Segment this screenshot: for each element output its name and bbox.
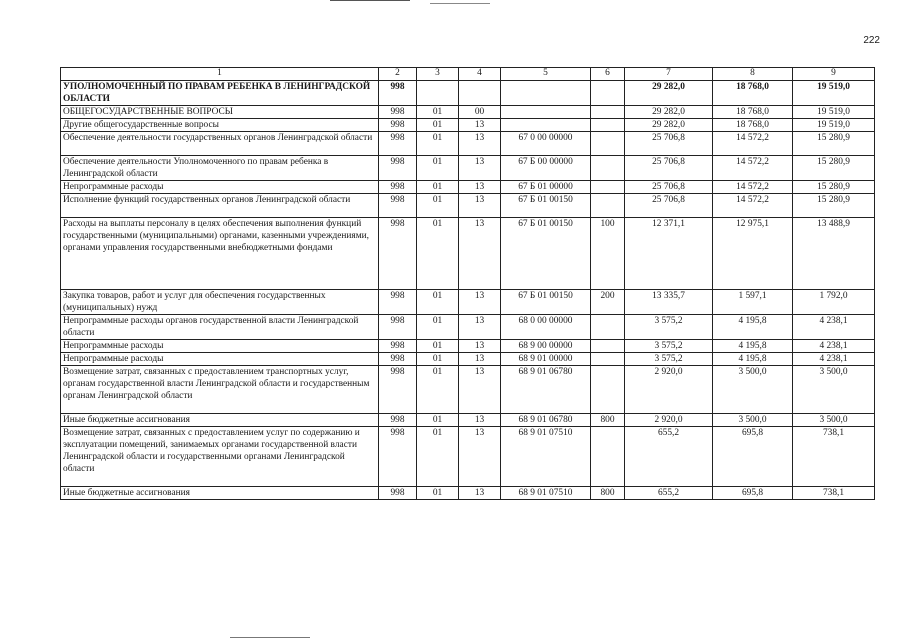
- grbs-code: 998: [379, 340, 417, 353]
- table-row: [61, 315, 875, 340]
- section-code: 01: [417, 353, 459, 366]
- budget-table: [60, 67, 875, 500]
- amount-year1: 12 371,1: [625, 218, 713, 290]
- column-header: 8: [713, 68, 793, 81]
- table-row: [61, 81, 875, 106]
- expense-type-code: 100: [591, 218, 625, 290]
- section-code: [417, 81, 459, 106]
- amount-year2: 1 597,1: [713, 290, 793, 315]
- table-row: [61, 156, 875, 181]
- section-code: 01: [417, 132, 459, 156]
- column-header: 4: [459, 68, 501, 81]
- amount-year1: 3 575,2: [625, 353, 713, 366]
- subsection-code: 00: [459, 106, 501, 119]
- amount-year2: 695,8: [713, 427, 793, 487]
- amount-year1: 29 282,0: [625, 81, 713, 106]
- table-row: [61, 119, 875, 132]
- expense-type-code: 200: [591, 290, 625, 315]
- column-header: 7: [625, 68, 713, 81]
- amount-year2: 695,8: [713, 487, 793, 500]
- amount-year1: 25 706,8: [625, 181, 713, 194]
- amount-year3: 15 280,9: [793, 132, 875, 156]
- section-code: 01: [417, 106, 459, 119]
- amount-year3: 19 519,0: [793, 81, 875, 106]
- target-article-code: [501, 119, 591, 132]
- expense-type-code: 800: [591, 487, 625, 500]
- subsection-code: 13: [459, 353, 501, 366]
- section-code: 01: [417, 487, 459, 500]
- amount-year2: 3 500,0: [713, 366, 793, 414]
- expense-type-code: [591, 194, 625, 218]
- amount-year2: 14 572,2: [713, 156, 793, 181]
- row-name: Непрограммные расходы: [61, 340, 379, 353]
- section-code: 01: [417, 194, 459, 218]
- table-row: [61, 218, 875, 290]
- row-name: Обеспечение деятельности государственных органов Ленинградской области: [61, 132, 379, 156]
- grbs-code: 998: [379, 194, 417, 218]
- column-header: 1: [61, 68, 379, 81]
- target-article-code: [501, 81, 591, 106]
- grbs-code: 998: [379, 81, 417, 106]
- grbs-code: 998: [379, 181, 417, 194]
- section-code: 01: [417, 181, 459, 194]
- subsection-code: 13: [459, 218, 501, 290]
- table-row: [61, 353, 875, 366]
- table-row: [61, 290, 875, 315]
- row-name: Возмещение затрат, связанных с предоставлением услуг по содержанию и эксплуатации помещений, занимаемых органами государственной власти Ленинградской области и государственными органами Ленинградской области: [61, 427, 379, 487]
- table-row: [61, 340, 875, 353]
- table-row: [61, 487, 875, 500]
- amount-year3: 15 280,9: [793, 156, 875, 181]
- amount-year1: 13 335,7: [625, 290, 713, 315]
- subsection-code: 13: [459, 366, 501, 414]
- row-name: Возмещение затрат, связанных с предоставлением транспортных услуг, органам государственной власти Ленинградской области и государственным органам Ленинградской области: [61, 366, 379, 414]
- table-row: [61, 132, 875, 156]
- expense-type-code: [591, 366, 625, 414]
- expense-type-code: [591, 181, 625, 194]
- grbs-code: 998: [379, 119, 417, 132]
- expense-type-code: [591, 106, 625, 119]
- grbs-code: 998: [379, 353, 417, 366]
- amount-year1: 29 282,0: [625, 119, 713, 132]
- target-article-code: 67 Б 01 00000: [501, 181, 591, 194]
- amount-year1: 25 706,8: [625, 194, 713, 218]
- grbs-code: 998: [379, 218, 417, 290]
- target-article-code: 67 Б 00 00000: [501, 156, 591, 181]
- amount-year2: 4 195,8: [713, 353, 793, 366]
- section-code: 01: [417, 315, 459, 340]
- subsection-code: 13: [459, 414, 501, 427]
- subsection-code: 13: [459, 156, 501, 181]
- section-code: 01: [417, 218, 459, 290]
- row-name: Непрограммные расходы: [61, 353, 379, 366]
- subsection-code: 13: [459, 427, 501, 487]
- amount-year3: 738,1: [793, 427, 875, 487]
- target-article-code: [501, 106, 591, 119]
- target-article-code: 68 9 01 07510: [501, 487, 591, 500]
- row-name: Непрограммные расходы: [61, 181, 379, 194]
- amount-year2: 14 572,2: [713, 194, 793, 218]
- target-article-code: 68 9 01 06780: [501, 414, 591, 427]
- amount-year2: 12 975,1: [713, 218, 793, 290]
- grbs-code: 998: [379, 487, 417, 500]
- row-name: УПОЛНОМОЧЕННЫЙ ПО ПРАВАМ РЕБЕНКА В ЛЕНИНГРАДСКОЙ ОБЛАСТИ: [61, 81, 379, 106]
- amount-year1: 25 706,8: [625, 156, 713, 181]
- section-code: 01: [417, 414, 459, 427]
- amount-year2: 4 195,8: [713, 340, 793, 353]
- expense-type-code: [591, 340, 625, 353]
- expense-type-code: [591, 156, 625, 181]
- subsection-code: 13: [459, 487, 501, 500]
- row-name: Непрограммные расходы органов государственной власти Ленинградской области: [61, 315, 379, 340]
- amount-year2: 4 195,8: [713, 315, 793, 340]
- grbs-code: 998: [379, 156, 417, 181]
- expense-type-code: [591, 81, 625, 106]
- expense-type-code: [591, 315, 625, 340]
- column-header: 6: [591, 68, 625, 81]
- table-row: [61, 181, 875, 194]
- row-name: Исполнение функций государственных органов Ленинградской области: [61, 194, 379, 218]
- table-header-row: [61, 68, 875, 81]
- amount-year1: 3 575,2: [625, 315, 713, 340]
- amount-year3: 19 519,0: [793, 106, 875, 119]
- section-code: 01: [417, 156, 459, 181]
- table-row: [61, 106, 875, 119]
- amount-year2: 14 572,2: [713, 132, 793, 156]
- target-article-code: 67 Б 01 00150: [501, 218, 591, 290]
- table-row: [61, 194, 875, 218]
- expense-type-code: [591, 119, 625, 132]
- grbs-code: 998: [379, 414, 417, 427]
- scan-edge-mark: [430, 3, 490, 4]
- expense-type-code: [591, 353, 625, 366]
- table-row: [61, 427, 875, 487]
- row-name: Закупка товаров, работ и услуг для обеспечения государственных (муниципальных) нужд: [61, 290, 379, 315]
- column-header: 3: [417, 68, 459, 81]
- target-article-code: 68 9 00 00000: [501, 340, 591, 353]
- scan-edge-mark: [230, 637, 310, 638]
- subsection-code: 13: [459, 340, 501, 353]
- target-article-code: 67 Б 01 00150: [501, 290, 591, 315]
- row-name: Обеспечение деятельности Уполномоченного по правам ребенка в Ленинградской области: [61, 156, 379, 181]
- target-article-code: 68 9 01 00000: [501, 353, 591, 366]
- column-header: 5: [501, 68, 591, 81]
- expense-type-code: 800: [591, 414, 625, 427]
- grbs-code: 998: [379, 106, 417, 119]
- column-header: 2: [379, 68, 417, 81]
- amount-year1: 29 282,0: [625, 106, 713, 119]
- amount-year2: 3 500,0: [713, 414, 793, 427]
- amount-year3: 4 238,1: [793, 315, 875, 340]
- amount-year3: 3 500,0: [793, 414, 875, 427]
- section-code: 01: [417, 427, 459, 487]
- section-code: 01: [417, 366, 459, 414]
- grbs-code: 998: [379, 290, 417, 315]
- amount-year2: 18 768,0: [713, 81, 793, 106]
- amount-year1: 2 920,0: [625, 366, 713, 414]
- section-code: 01: [417, 290, 459, 315]
- amount-year3: 15 280,9: [793, 181, 875, 194]
- row-name: Иные бюджетные ассигнования: [61, 414, 379, 427]
- subsection-code: 13: [459, 290, 501, 315]
- grbs-code: 998: [379, 427, 417, 487]
- table-row: [61, 366, 875, 414]
- section-code: 01: [417, 340, 459, 353]
- amount-year1: 25 706,8: [625, 132, 713, 156]
- amount-year3: 1 792,0: [793, 290, 875, 315]
- subsection-code: 13: [459, 119, 501, 132]
- page-number: 222: [863, 35, 880, 46]
- amount-year1: 655,2: [625, 427, 713, 487]
- amount-year3: 3 500,0: [793, 366, 875, 414]
- section-code: 01: [417, 119, 459, 132]
- amount-year3: 738,1: [793, 487, 875, 500]
- amount-year2: 18 768,0: [713, 119, 793, 132]
- subsection-code: 13: [459, 315, 501, 340]
- subsection-code: 13: [459, 181, 501, 194]
- target-article-code: 67 Б 01 00150: [501, 194, 591, 218]
- amount-year3: 13 488,9: [793, 218, 875, 290]
- target-article-code: 68 9 01 07510: [501, 427, 591, 487]
- table-row: [61, 414, 875, 427]
- amount-year1: 2 920,0: [625, 414, 713, 427]
- row-name: Другие общегосударственные вопросы: [61, 119, 379, 132]
- amount-year3: 4 238,1: [793, 353, 875, 366]
- amount-year1: 3 575,2: [625, 340, 713, 353]
- amount-year3: 4 238,1: [793, 340, 875, 353]
- grbs-code: 998: [379, 366, 417, 414]
- target-article-code: 68 0 00 00000: [501, 315, 591, 340]
- target-article-code: 67 0 00 00000: [501, 132, 591, 156]
- row-name: Расходы на выплаты персоналу в целях обеспечения выполнения функций государственными (муниципальными) органами, казенными учреждениями, органами управления государственными внебюджетными фондами: [61, 218, 379, 290]
- amount-year2: 18 768,0: [713, 106, 793, 119]
- subsection-code: [459, 81, 501, 106]
- expense-type-code: [591, 427, 625, 487]
- expense-type-code: [591, 132, 625, 156]
- subsection-code: 13: [459, 132, 501, 156]
- subsection-code: 13: [459, 194, 501, 218]
- amount-year3: 15 280,9: [793, 194, 875, 218]
- target-article-code: 68 9 01 06780: [501, 366, 591, 414]
- grbs-code: 998: [379, 132, 417, 156]
- amount-year1: 655,2: [625, 487, 713, 500]
- grbs-code: 998: [379, 315, 417, 340]
- row-name: Иные бюджетные ассигнования: [61, 487, 379, 500]
- amount-year2: 14 572,2: [713, 181, 793, 194]
- amount-year3: 19 519,0: [793, 119, 875, 132]
- row-name: ОБЩЕГОСУДАРСТВЕННЫЕ ВОПРОСЫ: [61, 106, 379, 119]
- scan-edge-mark: [330, 0, 410, 1]
- column-header: 9: [793, 68, 875, 81]
